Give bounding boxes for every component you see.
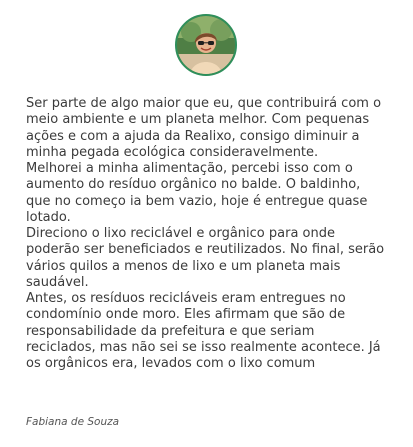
avatar <box>175 14 237 76</box>
testimonial-paragraph: Direciono o lixo reciclável e orgânico para onde poderão ser beneficiados e reutilizados. No final, serão vários quilos a menos de lixo e um planeta mais saudável. <box>26 226 385 290</box>
testimonial-paragraph: Antes, os resíduos recicláveis eram entregues no condomínio onde moro. Eles afirmam que são de responsabilidade da prefeitura e que seriam reciclados, mas não sei se isso realmente acontece. Já os orgânicos era, levados com o lixo comum <box>26 291 381 371</box>
author-name: Fabiana de Souza <box>26 416 120 428</box>
person-photo-icon <box>175 14 237 76</box>
testimonial-paragraph: Ser parte de algo maior que eu, que contribuirá com o meio ambiente e um planeta melhor. Com pequenas ações e com a ajuda da Realixo, consigo diminuir a minha pegada ecológica consideravelmente. <box>26 96 382 160</box>
testimonial-text <box>26 96 388 372</box>
testimonial-paragraph: Melhorei a minha alimentação, percebi isso com o aumento do resíduo orgânico no balde. O baldinho, que no começo ia bem vazio, hoje é entregue quase lotado. <box>26 161 368 225</box>
